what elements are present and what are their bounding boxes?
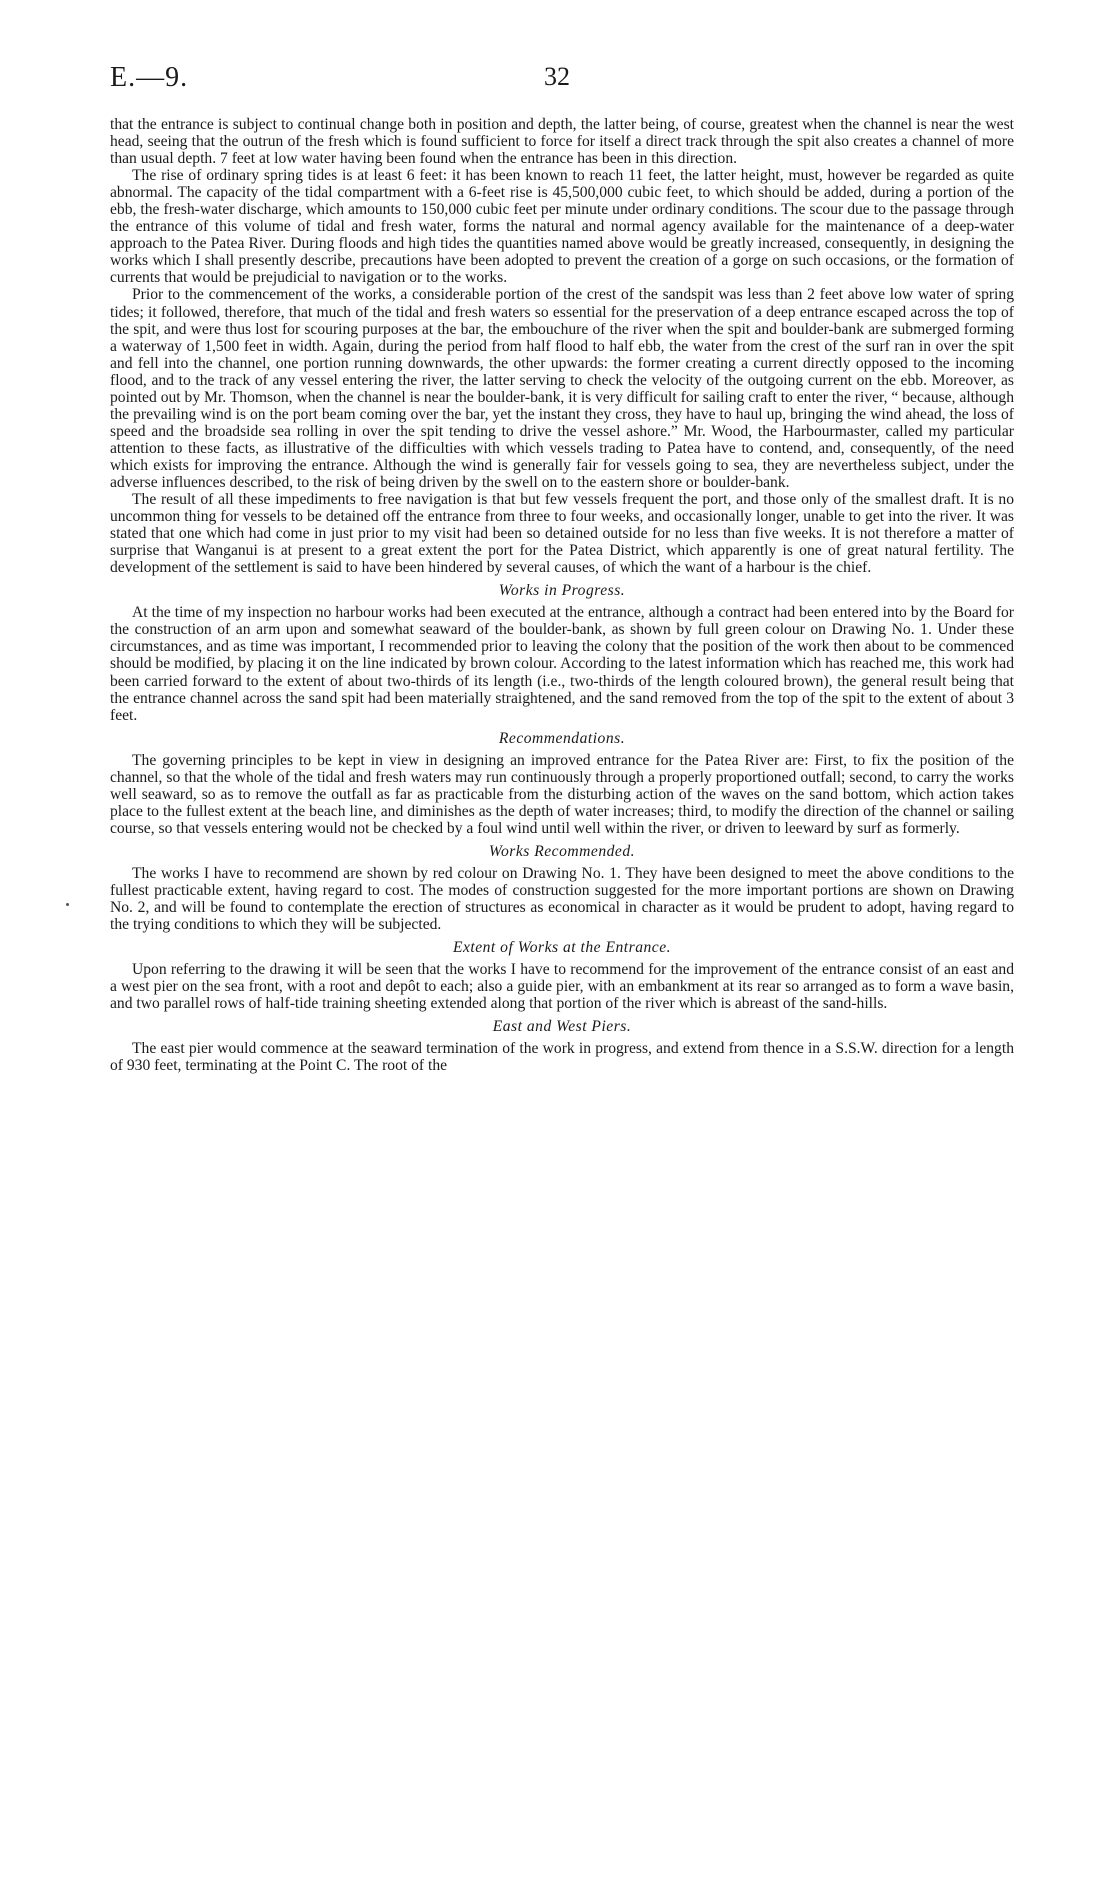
paragraph: The east pier would commence at the seaward termination of the work in progress, and extend from thence in a S.S.W. direction for a length of 930 feet, terminating at the Point C. The root of the	[110, 1040, 1014, 1075]
paragraph: The works I have to recommend are shown by red colour on Drawing No. 1. They have been designed to meet the above conditions to the fullest practicable extent, having regard to cost. The modes of construction suggested for the more important portions are shown on Drawing No. 2, and will be found to contemplate the erection of structures as economical in character as it would be prudent to adopt, having regard to the trying conditions to which they will be subjected.	[110, 864, 1014, 934]
section-heading: Extent of Works at the Entrance.	[452, 939, 672, 957]
section-heading: East and West Piers.	[492, 1018, 632, 1036]
section-heading: Recommendations.	[498, 729, 626, 747]
page-number: 32	[544, 62, 570, 91]
section-heading: Works in Progress.	[498, 582, 626, 600]
paragraph: Upon referring to the drawing it will be seen that the works I have to recommend for the improvement of the entrance consist of an east and a west pier on the sea front, with a root and depôt to each; also a guide pier, with an embankment at its rear so arranged as to form a wave basin, and two parallel rows of half-tide training sheeting extended along that portion of the river which is abreast of the sand-hills.	[110, 961, 1014, 1013]
paragraph: that the entrance is subject to continual change both in position and depth, the latter being, of course, greatest when the channel is near the west head, seeing that the outrun of the fresh which is found sufficient to force for itself a direct track through the spit also creates a channel of more than usual depth. 7 feet at low water having been found when the entrance has been in this direction.	[110, 116, 1014, 168]
section-heading: Works Recommended.	[488, 842, 636, 860]
paragraph: The governing principles to be kept in view in designing an improved entrance for the Patea River are: First, to fix the position of the channel, so that the whole of the tidal and fresh waters may run continuously through a properly proportioned outfall; second, to carry the works well seaward, so as to remove the outfall as far as practicable from the disturbing action of the waves on the sand bottom, which action takes place to the fullest extent at the beach line, and diminishes as the depth of water increases; third, to modify the direction of the channel or sailing course, so that vessels entering would not be checked by a foul wind until well within the river, or driven to leeward by surf as formerly.	[110, 751, 1014, 837]
paragraph: Prior to the commencement of the works, a considerable portion of the crest of the sandspit was less than 2 feet above low water of spring tides; it followed, therefore, that much of the tidal and fresh waters so essential for the preservation of a deep entrance escaped across the top of the spit, and were thus lost for scouring purposes at the bar, the embouchure of the river when the spit and boulder-bank are submerged forming a waterway of 1,500 feet in width. Again, during the period from half flood to half ebb, the water from the crest of the surf ran in over the spit and fell into the channel, one portion running downwards, the other upwards: the former creating a current directly opposed to the incoming flood, and to the track of any vessel entering the river, the latter serving to check the velocity of the outgoing current on the ebb. Moreover, as pointed out by Mr. Thomson, when the channel is near the boulder-bank, it is very difficult for sailing craft to enter the river, “ because, although the prevailing wind is on the port beam coming over the bar, yet the instant they cross, they have to haul up, bringing the wind ahead, the loss of speed and the broadside sea rolling in over the spit tending to drive the vessel ashore.” Mr. Wood, the Harbourmaster, called my particular attention to these facts, as illustrative of the difficulties with which vessels trading to Patea have to contend, and, consequently, of the need which exists for improving the entrance. Although the wind is generally fair for vessels going to sea, they are nevertheless subject, under the adverse influences described, to the risk of being driven by the swell on to the eastern shore or boulder-bank.	[110, 286, 1014, 491]
margin-mark	[66, 903, 69, 906]
page-header	[0, 62, 1114, 102]
paragraph: The result of all these impediments to free navigation is that but few vessels frequent the port, and those only of the smallest draft. It is no uncommon thing for vessels to be detained off the entrance from three to four weeks, and occasionally longer, unable to get into the river. It was stated that one which had come in just prior to my visit had been so detained outside for no less than five weeks. It is not therefore a matter of surprise that Wanganui is at present to a great extent the port for the Patea District, which apparently is one of great natural fertility. The development of the settlement is said to have been hindered by several causes, of which the want of a harbour is the chief.	[110, 491, 1014, 577]
paragraph: At the time of my inspection no harbour works had been executed at the entrance, although a contract had been entered into by the Board for the construction of an arm upon and somewhat seaward of the boulder-bank, as shown by full green colour on Drawing No. 1. Under these circumstances, and as time was important, I recommended prior to leaving the colony that the position of the work then about to be commenced should be modified, by placing it on the line indicated by brown colour. According to the latest information which has reached me, this work had been carried forward to the extent of about two-thirds of its length (i.e., two-thirds of the length coloured brown), the general result being that the entrance channel across the sand spit had been materially straightened, and the sand removed from the top of the spit to the extent of about 3 feet.	[110, 604, 1014, 724]
document-reference: E.—9.	[110, 62, 189, 93]
body-text	[110, 116, 1014, 1074]
paragraph: The rise of ordinary spring tides is at least 6 feet: it has been known to reach 11 feet, the latter height, must, however be regarded as quite abnormal. The capacity of the tidal compartment with a 6-feet rise is 45,500,000 cubic feet, to which should be added, during a portion of the ebb, the fresh-water discharge, which amounts to 150,000 cubic feet per minute under ordinary conditions. The scour due to the passage through the entrance of this volume of tidal and fresh water, forms the natural and normal agency available for the maintenance of a deep-water approach to the Patea River. During floods and high tides the quantities named above would be greatly increased, consequently, in designing the works which I shall presently describe, precautions have been adopted to prevent the creation of a gorge on such occasions, or the formation of currents that would be prejudicial to navigation or to the works.	[110, 167, 1014, 287]
